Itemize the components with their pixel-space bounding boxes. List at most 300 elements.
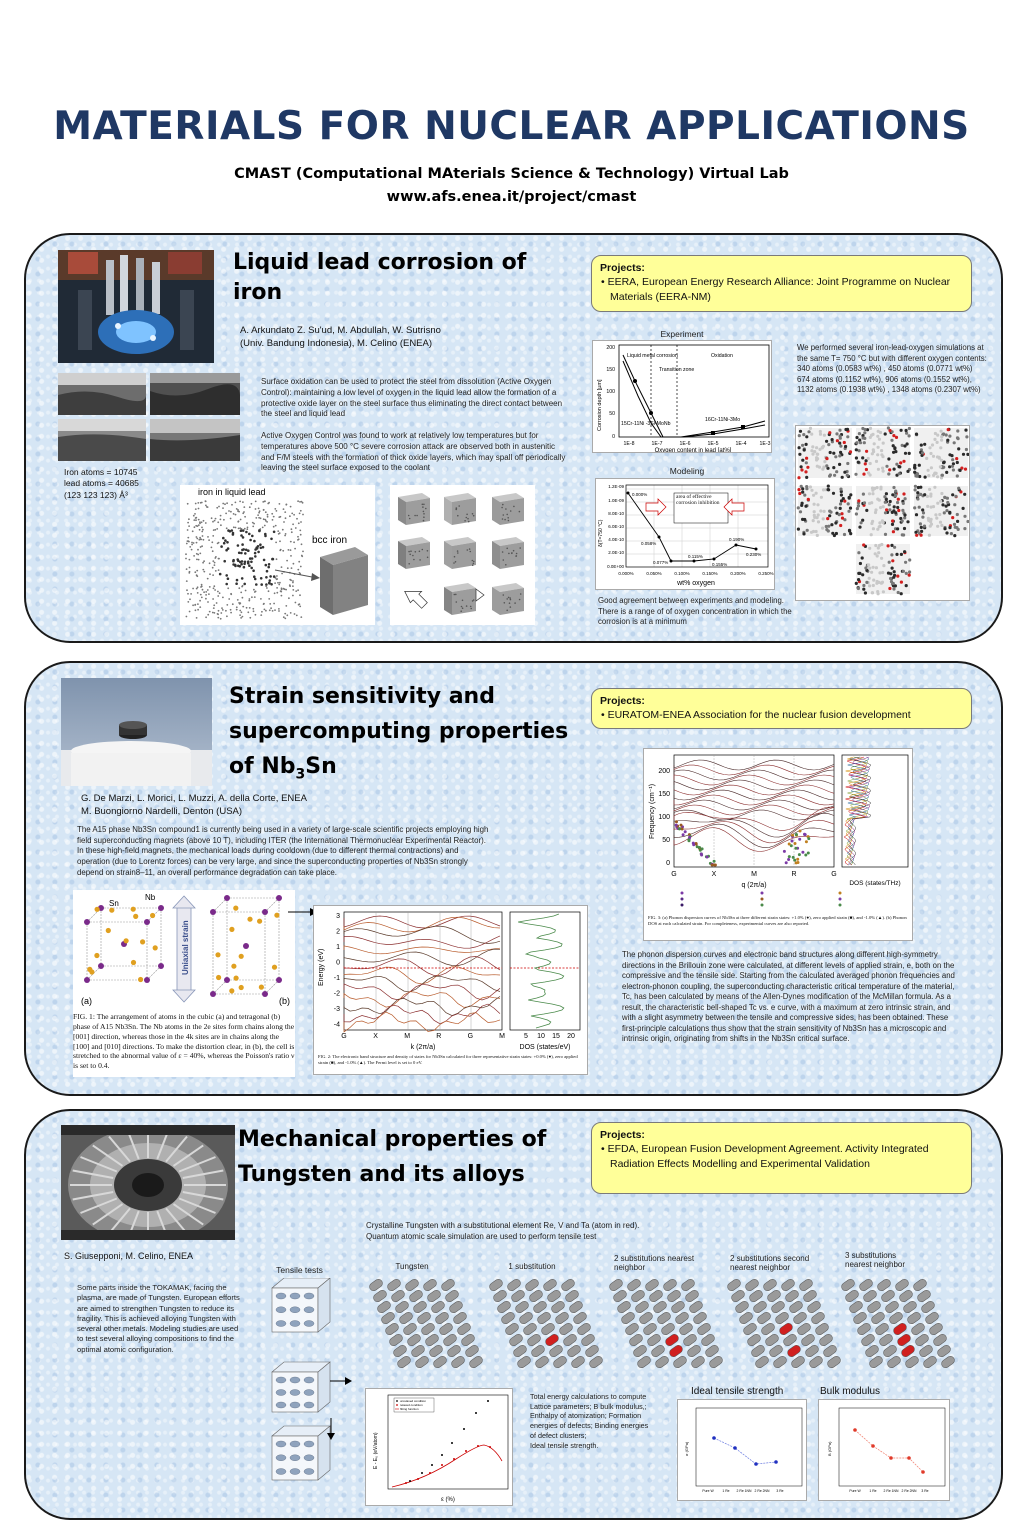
svg-text:0.058%: 0.058% [641, 541, 657, 546]
atom-dot [862, 436, 865, 439]
sn-atom [210, 909, 216, 915]
atom-dot [868, 577, 871, 580]
atom-dot [893, 468, 896, 471]
a15-structure-figure [73, 890, 295, 1077]
atom-dot [881, 467, 884, 470]
phonon-exp-point [675, 824, 678, 827]
atom-dot [207, 589, 209, 591]
atom-ellipse [304, 1390, 314, 1396]
exp-label-oxidation: Oxidation [711, 353, 733, 359]
phonon-exp-point [785, 861, 788, 864]
atom-dot [863, 431, 866, 434]
atom-dot [843, 471, 846, 474]
atom-dot [239, 602, 241, 604]
atom-dot [238, 528, 240, 530]
cube-face [500, 588, 524, 615]
atom-dot [289, 584, 291, 586]
atom-dot [187, 537, 189, 539]
atom-dot [427, 550, 429, 552]
atom-dot [940, 524, 943, 527]
atom-dot [964, 468, 967, 471]
atom-dot [302, 502, 304, 504]
atom-dot [797, 528, 800, 531]
atom-dot [843, 533, 846, 536]
atom-dot [876, 486, 879, 489]
atom-dot [798, 453, 801, 456]
atom-dot [829, 451, 832, 454]
atom-dot [816, 453, 819, 456]
atom-dot [196, 570, 198, 572]
title-line: iron [233, 280, 283, 306]
phonon-exp-point [794, 847, 797, 850]
atom-dot [263, 603, 265, 605]
nb-atom [247, 917, 252, 922]
q-point-tick: M [751, 871, 757, 878]
experiment-label: Experiment [660, 329, 704, 339]
atom-dot [199, 600, 201, 602]
atom-dot [836, 439, 839, 442]
struct-label: 2 substitutions second nearest neighbor [730, 1254, 810, 1272]
atom-ellipse [290, 1390, 300, 1396]
atom-dot [956, 520, 959, 523]
atom-ellipse [304, 1293, 314, 1299]
comp-tick: 2 Re 1NN [883, 1489, 899, 1493]
atom-dot [247, 560, 250, 563]
atom-dot [839, 507, 842, 510]
atom-dot [198, 508, 200, 510]
atom-dot [827, 443, 830, 446]
atom-dot [805, 435, 808, 438]
atom-dot [235, 502, 237, 504]
atom-ellipse [304, 1469, 314, 1475]
svg-text:0.115%: 0.115% [688, 554, 703, 559]
atom-dot [423, 504, 425, 506]
exp-label-alloy2: 16Cr-11Ni-3Mo [705, 417, 741, 423]
atom-dot [888, 508, 891, 511]
atom-dot [205, 501, 207, 503]
atom-dot [516, 553, 518, 555]
atom-dot [797, 476, 800, 479]
atom-dot [828, 514, 831, 517]
atom-dot [255, 614, 257, 616]
atom-dot [245, 590, 247, 592]
atom-dot [504, 602, 506, 604]
atom-dot [470, 606, 472, 608]
atom-dot [867, 471, 870, 474]
atom-dot [423, 511, 425, 513]
svg-text:0.100%: 0.100% [674, 571, 690, 576]
atom-dot [203, 560, 205, 562]
author-line: A. Arkundato Z. Su'ud, M. Abdullah, W. Sutrisno [240, 325, 441, 336]
atom-dot [281, 573, 283, 575]
atom-dot [212, 574, 214, 576]
sn-atom [262, 991, 268, 997]
atom-dot [840, 512, 843, 515]
atom-dot [232, 603, 234, 605]
model-ylabel: δ(T=750 °C) [598, 519, 604, 547]
atom-dot [900, 429, 903, 432]
atom-dot [257, 514, 259, 516]
atom-dot [466, 517, 468, 519]
atom-dot [193, 555, 195, 557]
nb-atom [106, 928, 111, 933]
atom-dot [926, 495, 929, 498]
atom-dot [820, 496, 823, 499]
atom-dot [956, 429, 959, 432]
atom-dot [273, 516, 275, 518]
phonon-exp-point [805, 840, 808, 843]
atom-dot [858, 432, 861, 435]
atom-dot [274, 582, 276, 584]
atom-dot [297, 536, 299, 538]
atom-dot [422, 504, 424, 506]
title-line: Tungsten and its alloys [238, 1162, 525, 1188]
atom-dot [457, 550, 459, 552]
atom-dot [890, 439, 893, 442]
simulation-text: We performed several iron-lead-oxygen simulations at the same T= 750 °C but with different oxygen contents: 340 atoms (0.0583 wt%) , 450 atoms (0.0771 wt%) 674 atoms (0.1152 wt%), 906 atoms (0.1552 wt%), 1132 atoms (0.1938 wt%) , 1348 atoms (0.2307 wt%) [797, 343, 987, 395]
atom-dot [196, 617, 198, 619]
energy-calc-text: Total energy calculations to compute Lattice parameters; B bulk modulus,; Enthalpy of atomization; Formation energies of defects; Binding energies of defect clusters; Ideal tensile strength. [530, 1392, 649, 1450]
ideal-strength-chart [677, 1399, 807, 1501]
band-ylabel: Energy (eV) [318, 948, 325, 986]
atom-dot [260, 547, 263, 550]
atom-dot [939, 465, 942, 468]
atom-dot [936, 475, 939, 478]
atom-dot [201, 527, 203, 529]
cube-face [452, 498, 476, 525]
atom-dot [844, 428, 847, 431]
atom-dot [877, 546, 880, 549]
atom-dot [253, 610, 255, 612]
phonon-exp-point [792, 856, 795, 859]
atom-dot [233, 526, 235, 528]
atom-dot [258, 512, 260, 514]
atom-dot [919, 522, 922, 525]
atom-dot [877, 446, 880, 449]
atom-dot [831, 438, 834, 441]
atom-dot [240, 519, 242, 521]
projects-item: • EERA, European Energy Research Alliance: Joint Programme on Nuclear Materials (EERA-NM) [601, 276, 951, 303]
atom-dot [514, 602, 516, 604]
phonon-exp-point [793, 859, 796, 862]
atom-dot [916, 475, 919, 478]
atom-dot [935, 517, 938, 520]
atom-dot [914, 488, 917, 491]
atom-dot [292, 582, 294, 584]
projects-box-liquid-lead [591, 255, 972, 312]
atom-dot [222, 503, 224, 505]
atom-dot [869, 427, 872, 430]
atom-dot [892, 530, 895, 533]
atom-dot [230, 612, 232, 614]
atom-dot [240, 617, 242, 619]
atom-dot [861, 573, 864, 576]
atom-ellipse [276, 1455, 286, 1461]
atom-dot [902, 570, 905, 573]
comp-tick: 2 Re 2NN [754, 1489, 770, 1493]
atom-dot [936, 502, 939, 505]
atom-dot [188, 525, 190, 527]
atom-dot [803, 518, 806, 521]
atom-dot [828, 431, 831, 434]
atom-dot [409, 554, 411, 556]
atom-dot [242, 529, 245, 532]
atom-dot [218, 610, 220, 612]
atom-dot [284, 511, 286, 513]
atom-dot [948, 453, 951, 456]
atom-dot [283, 616, 285, 618]
atom-ellipse [304, 1307, 314, 1313]
svg-text:1E-5: 1E-5 [707, 441, 719, 447]
atom-dot [195, 609, 197, 611]
atom-dot [268, 598, 270, 600]
atom-dot [516, 555, 518, 557]
atom-dot [839, 445, 842, 448]
atom-ellipse [276, 1307, 286, 1313]
experiment-chart [592, 340, 772, 453]
atom-dot [233, 513, 235, 515]
atom-dot [198, 559, 200, 561]
atom-dot [422, 506, 424, 508]
atom-dot [201, 545, 203, 547]
atom-dot [815, 446, 818, 449]
atom-dot [225, 513, 227, 515]
atom-dot [945, 531, 948, 534]
atom-dot [889, 572, 892, 575]
atom-ellipse [290, 1321, 300, 1327]
projects-item: • EURATOM-ENEA Association for the nuclear fusion development [601, 709, 911, 722]
atom-dot [870, 501, 873, 504]
atom-dot [857, 578, 860, 581]
atom-dot [189, 559, 191, 561]
atom-dot [285, 504, 287, 506]
atom-dot [821, 527, 824, 530]
nb-atom [109, 908, 114, 913]
atom-dot [244, 516, 246, 518]
atom-dot [416, 515, 418, 517]
nb-atom [138, 977, 143, 982]
atom-dot [187, 593, 189, 595]
atom-ellipse [290, 1455, 300, 1461]
phonon-exp-point [788, 855, 791, 858]
atom-dot [299, 530, 301, 532]
atom-dot [254, 555, 257, 558]
atom-dot [185, 558, 187, 560]
nb-atom [215, 952, 220, 957]
atom-dot [298, 604, 300, 606]
atom-dot [920, 444, 923, 447]
atom-dot [284, 613, 286, 615]
atom-dot [250, 561, 253, 564]
atom-dot [930, 466, 933, 469]
atom-dot [297, 569, 299, 571]
sn-atom [98, 963, 104, 969]
atom-dot [876, 590, 879, 593]
atom-dot [877, 468, 880, 471]
nb-atom [124, 938, 129, 943]
atom-dot [951, 516, 954, 519]
projects-item: • EFDA, European Fusion Development Agreement. Activity Integrated Radiation Effects Modelling and Experimental Validation [601, 1143, 929, 1170]
atom-dot [473, 563, 475, 565]
atom-dot [506, 610, 508, 612]
atom-dot [195, 517, 197, 519]
atom-dot [864, 462, 867, 465]
frequency-tick: 0 [666, 860, 670, 867]
phonon-exp-point [798, 838, 801, 841]
cube-sequence-figure [390, 485, 535, 625]
svg-text:1E-6: 1E-6 [679, 441, 691, 447]
comp-tick: 2 Re 1NN [736, 1489, 752, 1493]
atom-dot [191, 544, 193, 546]
sn-atom [276, 895, 282, 901]
atom-dot [948, 511, 951, 514]
atom-dot [245, 531, 248, 534]
atom-dot [809, 485, 812, 488]
atom-dot [809, 427, 812, 430]
atom-dot [212, 560, 214, 562]
k-point-tick: R [436, 1033, 442, 1040]
fig-label-bcc-iron: bcc iron [312, 535, 348, 546]
atom-dot [201, 586, 203, 588]
atom-dot [895, 463, 898, 466]
atom-dot [286, 560, 288, 562]
atom-dot [246, 528, 248, 530]
atom-dot [926, 505, 929, 508]
atom-dot [888, 503, 891, 506]
atom-dot [963, 527, 966, 530]
atom-dot [896, 506, 899, 509]
atom-dot [468, 521, 470, 523]
atom-dot [248, 564, 251, 567]
dos-tick: 15 [552, 1033, 560, 1040]
atom-dot [875, 460, 878, 463]
atom-dot [198, 519, 200, 521]
atom-dot [197, 502, 199, 504]
atom-dot [801, 444, 804, 447]
atom-dot [223, 542, 226, 545]
phonon-exp-point [799, 830, 802, 833]
atom-dot [273, 531, 276, 534]
atom-dot [913, 506, 916, 509]
atom-dot [913, 471, 916, 474]
exp-xlabel: Oxygen content in lead [at%] [654, 448, 732, 453]
atom-dot [257, 545, 260, 548]
atom-dot [825, 464, 828, 467]
energy-tick: -3 [333, 1006, 340, 1013]
atom-dot [290, 555, 292, 557]
comp-tick: 3 Re [921, 1489, 929, 1493]
phonon-exp-point [791, 834, 794, 837]
atom-dot [841, 476, 844, 479]
atom-dot [921, 508, 924, 511]
atom-dot [813, 450, 816, 453]
phonon-exp-point [807, 852, 810, 855]
atom-dot [933, 486, 936, 489]
atom-dot [865, 509, 868, 512]
atom-dot [276, 587, 278, 589]
atom-dot [226, 604, 228, 606]
atom-dot [892, 582, 895, 585]
atom-dot [902, 502, 905, 505]
atom-dot [914, 531, 917, 534]
nb-atom [272, 965, 277, 970]
atom-dot [919, 493, 922, 496]
comp-tick: 2 Re 2NN [901, 1489, 917, 1493]
atom-dot [257, 551, 260, 554]
atom-dot [225, 610, 227, 612]
atom-dot [243, 506, 245, 508]
atom-dot [903, 527, 906, 530]
atom-dot [254, 596, 256, 598]
atom-dot [956, 461, 959, 464]
atom-ellipse [276, 1321, 286, 1327]
atom-dot [863, 501, 866, 504]
nb-atom [229, 988, 234, 993]
iron-liquid-lead-figure [180, 485, 375, 625]
atom-dot [902, 460, 905, 463]
atom-dot [921, 451, 924, 454]
atom-dot [244, 552, 247, 555]
atom-dot [203, 520, 205, 522]
atom-dot [897, 465, 900, 468]
atom-dot [209, 573, 211, 575]
atom-dot [299, 513, 301, 515]
atom-dot [201, 584, 203, 586]
atom-dot [214, 520, 216, 522]
atom-dot [838, 442, 841, 445]
atom-dot [888, 561, 891, 564]
atom-dot [207, 601, 209, 603]
atom-dot [472, 513, 474, 515]
atom-dot [227, 547, 230, 550]
atom-dot [186, 589, 188, 591]
atom-dot [252, 569, 255, 572]
atom-dot [218, 569, 220, 571]
phonon-exp-point [695, 843, 698, 846]
atom-dot [893, 546, 896, 549]
atom-dot [827, 488, 830, 491]
atom-dot [956, 474, 959, 477]
atom-dot [838, 463, 841, 466]
atom-dot [189, 546, 191, 548]
atom-dot [846, 435, 849, 438]
atom-dot [266, 521, 268, 523]
band-structure-figure [313, 905, 588, 1075]
atom-dot [943, 511, 946, 514]
atom-dot [255, 591, 257, 593]
atom-dot [199, 537, 201, 539]
phonon-text: The phonon dispersion curves and electronic band structures along different high-symmetry directions in the Brillouin zone were calculated, at different levels of applied strain, e, both on the compressive and the tensile side. Starting from the calculated averaged phonon frequencies and electron-phonon coupling, the superconducting characteristic critical temperature of the material, Tc, has been calculated by means of the Allen-Dynes modification of the McMillan formula. As a result, the characteristic bell-shaped Tc vs. e curve, with a maximum at zero intrinsic strain, and with a slight asymmetry between the tensile and compressive sides, has been obtained. These first-principle calculations thus show that the strain sensitivity of Nb3Sn has a microscopic and intrinsic origin, originating from shifts in the Nb3Sn critical surface. [622, 950, 955, 1044]
svg-text:1E-8: 1E-8 [623, 441, 635, 447]
atom-dot [205, 591, 207, 593]
atom-dot [283, 508, 285, 510]
atom-dot [857, 504, 860, 507]
atom-dot [199, 523, 201, 525]
atom-dot [839, 488, 842, 491]
atom-dot [240, 592, 242, 594]
title-text: of Nb [229, 754, 296, 780]
atom-dot [470, 608, 472, 610]
atom-ellipse [304, 1377, 314, 1383]
atom-dot [957, 487, 960, 490]
atom-dot [838, 513, 841, 516]
atom-dot [274, 609, 276, 611]
atom-dot [276, 510, 278, 512]
atom-dot [882, 470, 885, 473]
atom-dot [802, 433, 805, 436]
atom-dot [871, 520, 874, 523]
fig1-nb-label: Nb [145, 893, 156, 902]
